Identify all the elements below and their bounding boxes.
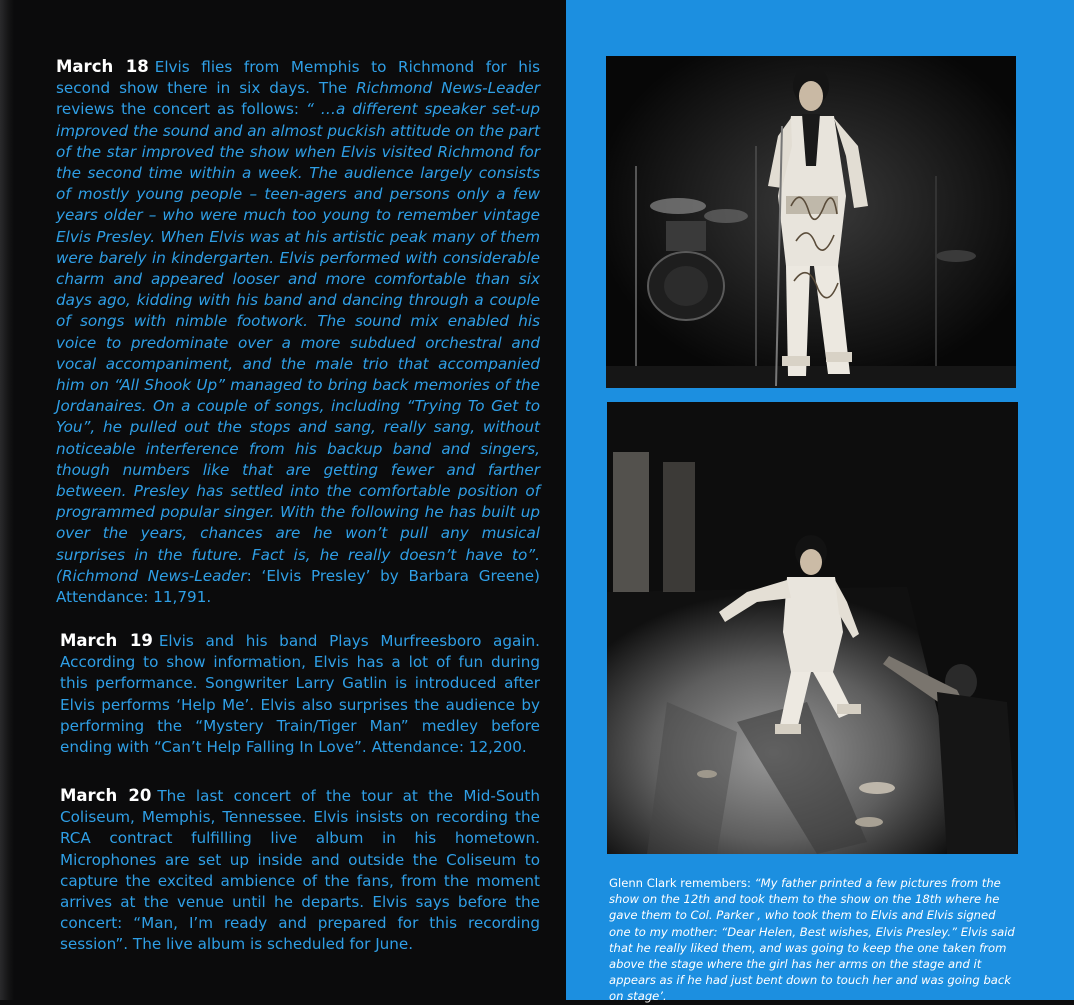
- entry-text: The last concert of the tour at the Mid-South Coliseum, Memphis, Tennessee. Elvis insists on recording the RCA contract fulfilling live album in his hometown. Microphones are set up inside and outside the Coliseum to capture the excited ambience of the fans, from the moment arrives at the venue until he departs. Elvis says before the concert: “Man, I’m ready and prepared for this recording session”. The live album is scheduled for June.: [60, 787, 540, 954]
- entry-date: March 19: [60, 631, 153, 650]
- elvis-stage-fan-photo: [607, 402, 1018, 854]
- caption-quote: “My father printed a few pictures from the show on the 12th and took them to the show on the 18th where he gave them to Col. Parker , who took them to Elvis and Elvis signed one to my mother: “Dear Helen, Best wishes, Elvis Presley.” Elvis said that he really liked them, and was going to keep the one taken from above the stage where the girl has her arms on the stage and it appears as if he had just bent down to touch her and was going back on stage’.: [609, 876, 1015, 1004]
- binding-spine: [0, 0, 14, 1000]
- entry-date: March 20: [60, 786, 152, 805]
- elvis-stage-illustration: [607, 402, 1018, 854]
- source-name: Richmond News-Leader: [61, 566, 247, 585]
- entry-march-18: [56, 56, 540, 608]
- entry-text: : ‘Elvis Presley’ by Barbara Greene) Attendance: 11,791.: [56, 566, 540, 607]
- entry-date: March 18: [56, 57, 149, 76]
- photo-caption: [609, 875, 1019, 1005]
- review-quote: “ …a different speaker set-up improved the sound and an almost puckish attitude on the part of the star improved the show when Elvis visited Richmond for the second time within a week. The audience largely consists of mostly young people – teen-agers and persons only a few years older – who were much too young to remember vintage Elvis Presley. When Elvis was at his artistic peak many of them were barely in kindergarten. Elvis performed with considerable charm and appeared looser and more comfortable than six days ago, kidding with his band and dancing through a couple of songs with nimble footwork. The sound mix enabled his voice to predominate over a more subdued orchestral and vocal accompaniment, and the male trio that accompanied him on “All Shook Up” managed to bring back memories of the Jordanaires. On a couple of songs, including “Trying To Get to You”, he pulled out the stops and sang, really sang, without noticeable interference from his backup band and singers, though numbers like that are getting fewer and farther between. Presley has settled into the comfortable position of programmed popular singer. With the following he has built up over the years, chances are he won’t pull any musical surprises in the future. Fact is, he really doesn’t have to”. (: [56, 100, 540, 585]
- entry-march-20: [60, 785, 540, 956]
- entry-text: reviews the concert as follows:: [56, 100, 306, 119]
- caption-lead: Glenn Clark remembers:: [609, 876, 755, 890]
- entry-text: Elvis and his band Plays Murfreesboro again. According to show information, Elvis has a lot of fun during this performance. Songwriter Larry Gatlin is introduced after Elvis performs ‘Help Me’. Elvis also surprises the audience by performing the “Mystery Train/Tiger Man” medley before ending with “Can’t Help Falling In Love”. Attendance: 12,200.: [60, 632, 540, 757]
- source-name: Richmond News-Leader: [356, 79, 540, 98]
- entry-march-19: [60, 630, 540, 758]
- elvis-singing-photo: [606, 56, 1016, 388]
- entry-text: Elvis flies from Memphis to Richmond for his second show there in six days. The: [56, 58, 540, 98]
- elvis-singing-illustration: [606, 56, 1016, 388]
